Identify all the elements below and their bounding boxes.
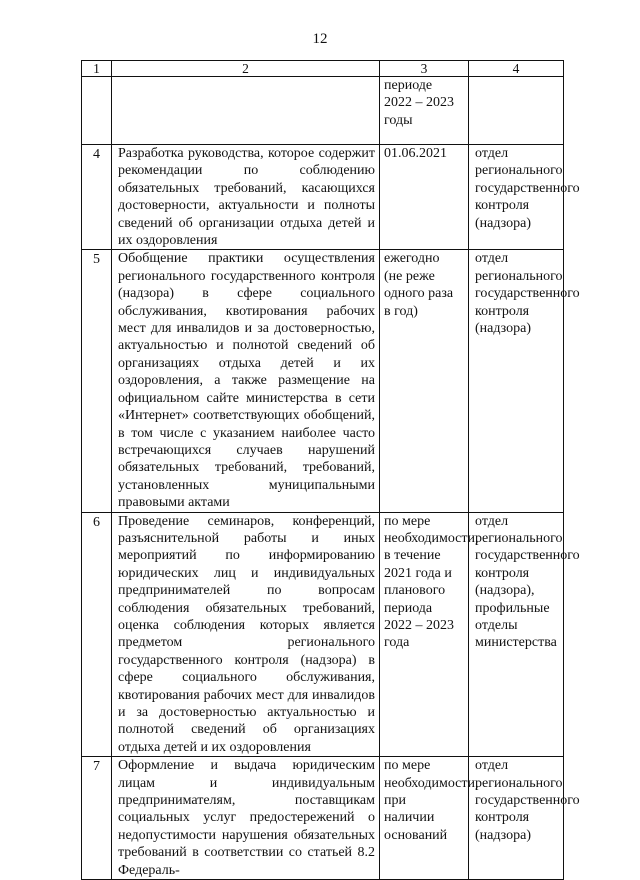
row-number: 5 [82,250,112,512]
measure-term: ежегодно (не реже одного раза в год) [380,250,469,512]
table-row [82,250,564,512]
plan-table [81,60,580,880]
responsible-department: отдел регионального государственного контроля (надзора) [469,145,564,250]
measure-term: 01.06.2021 [380,145,469,250]
row-number: 4 [82,145,112,250]
page-number: 12 [312,31,328,47]
table-header-row [82,61,564,77]
column-number-2: 2 [112,61,380,77]
table-row [82,512,564,757]
table-row [82,145,564,250]
measure-description: Оформление и выдача юридическим лицам и индивидуальным предпринимателям, поставщикам социальных услуг предостережений о недопустимости нарушения обязательных требований в соответствии со статьей 8.2 Федераль- [112,757,380,880]
responsible-department: отдел регионального государственного контроля (надзора), профильные отделы министерства [469,512,564,757]
measure-description: Обобщение практики осуществления регионального государственного контроля (надзора) в сфере социального обслуживания, квотирования рабочих мест для инвалидов и за достоверностью, актуальностью и полнотой сведений об организациях отдыха детей и их оздоровления, а также размещение на официальном сайте министерства в сети «Интернет» соответствующих обобщений, в том числе с указанием наиболее часто встречающихся случаев нарушений обязательных требований, требований, установленных муниципальными правовыми актами [112,250,380,512]
responsible-department: отдел регионального государственного контроля (надзора) [469,757,564,880]
table-row [82,77,564,145]
row-number: 7 [82,757,112,880]
column-number-4: 4 [469,61,564,77]
measure-term: периоде 2022 – 2023 годы [380,77,469,145]
column-number-3: 3 [380,61,469,77]
responsible-department: отдел регионального государственного контроля (надзора) [469,250,564,512]
measure-description [112,77,380,145]
responsible-department [469,77,564,145]
table-row [82,757,564,880]
measure-term: по мере необходимости, в течение 2021 года и планового периода 2022 – 2023 года [380,512,469,757]
measure-term: по мере необходимости, при наличии оснований [380,757,469,880]
measure-description: Разработка руководства, которое содержит рекомендации по соблюдению обязательных требований, касающихся достоверности, актуальности и полноты сведений об организации отдыха детей и их оздоровления [112,145,380,250]
measure-description: Проведение семинаров, конференций, разъяснительной работы и иных мероприятий по информированию юридических лиц и индивидуальных предпринимателей по вопросам соблюдения обязательных требований, оценка соблюдения которых является предметом регионального государственного контроля (надзора) в сфере социального обслуживания, квотирования рабочих мест для инвалидов и за достоверностью актуальностью и полнотой сведений об организациях отдыха детей и их оздоровления [112,512,380,757]
row-number [82,77,112,145]
column-number-1: 1 [82,61,112,77]
row-number: 6 [82,512,112,757]
